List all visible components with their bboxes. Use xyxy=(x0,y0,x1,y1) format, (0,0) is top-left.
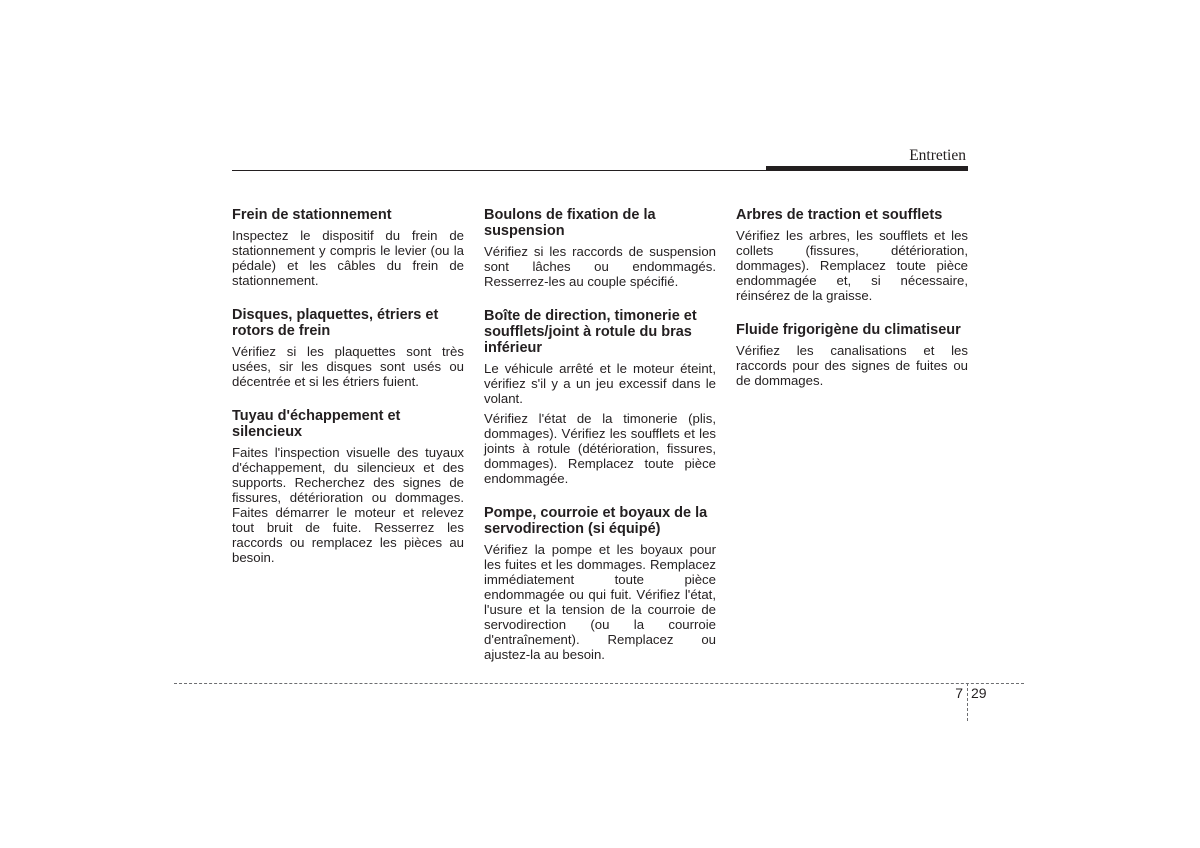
section-paragraph: Vérifiez si les raccords de suspension sont lâches ou endommagés. Resserrez-les au couple spécifié. xyxy=(484,244,716,289)
section-paragraph: Vérifiez si les plaquettes sont très usées, sir les disques sont usés ou décentrée et si les étriers fuient. xyxy=(232,344,464,389)
section-paragraph: Faites l'inspection visuelle des tuyaux d'échappement, du silencieux et des supports. Recherchez des signes de fissures, détérioration ou dommages. Faites démarrer le moteur et relevez tout bruit de fuite. Resserrez les raccords ou remplacez les pièces au besoin. xyxy=(232,445,464,565)
text-column-3 xyxy=(736,207,968,407)
section-parking-brake xyxy=(232,207,464,288)
chapter-number: 7 xyxy=(955,685,963,701)
section-paragraph: Vérifiez la pompe et les boyaux pour les fuites et les dommages. Remplacez immédiatement toute pièce endommagée ou qui fuit. Vérifiez l'état, l'usure et la tension de la courroie de servodirection (ou la courroie d'entraînement). Remplacez ou ajustez-la au besoin. xyxy=(484,542,716,662)
section-steering-box xyxy=(484,308,716,486)
section-paragraph: Vérifiez les canalisations et les raccords pour des signes de fuites ou de dommages. xyxy=(736,343,968,388)
section-heading: Tuyau d'échappement et silencieux xyxy=(232,408,401,440)
section-heading: Frein de stationnement xyxy=(232,207,392,223)
header-accent-bar xyxy=(766,166,968,171)
footer-page-divider xyxy=(967,683,968,721)
section-heading: Arbres de traction et soufflets xyxy=(736,207,943,223)
page-number: 29 xyxy=(971,685,987,701)
section-heading: Fluide frigorigène du climatiseur xyxy=(736,322,961,338)
section-brake-discs xyxy=(232,307,464,389)
section-paragraph: Inspectez le dispositif du frein de stationnement y compris le levier (ou la pédale) et les câbles du frein de stationnement. xyxy=(232,228,464,288)
section-paragraph: Le véhicule arrêté et le moteur éteint, vérifiez s'il y a un jeu excessif dans le volant. xyxy=(484,361,716,406)
section-heading: Boulons de fixation de la suspension xyxy=(484,207,656,239)
section-exhaust xyxy=(232,408,464,565)
page-header-title: Entretien xyxy=(909,147,966,164)
section-ac-refrigerant xyxy=(736,322,968,388)
section-heading: Disques, plaquettes, étriers et rotors de frein xyxy=(232,307,439,339)
section-drive-shafts xyxy=(736,207,968,303)
section-paragraph: Vérifiez les arbres, les soufflets et les collets (fissures, détérioration, dommages). Remplacez toute pièce endommagée et, si nécessaire, réinsérez de la graisse. xyxy=(736,228,968,303)
section-heading: Boîte de direction, timonerie et soufflets/joint à rotule du bras inférieur xyxy=(484,308,697,356)
text-column-1 xyxy=(232,207,464,584)
text-column-2 xyxy=(484,207,716,681)
footer-dashed-rule xyxy=(174,683,1024,684)
section-paragraph: Vérifiez l'état de la timonerie (plis, dommages). Vérifiez les soufflets et les joints à rotule (détérioration, fissures, dommages). Remplacez toute pièce endommagée. xyxy=(484,411,716,486)
section-heading: Pompe, courroie et boyaux de la servodirection (si équipé) xyxy=(484,505,708,537)
section-suspension-bolts xyxy=(484,207,716,289)
section-power-steering xyxy=(484,505,716,662)
